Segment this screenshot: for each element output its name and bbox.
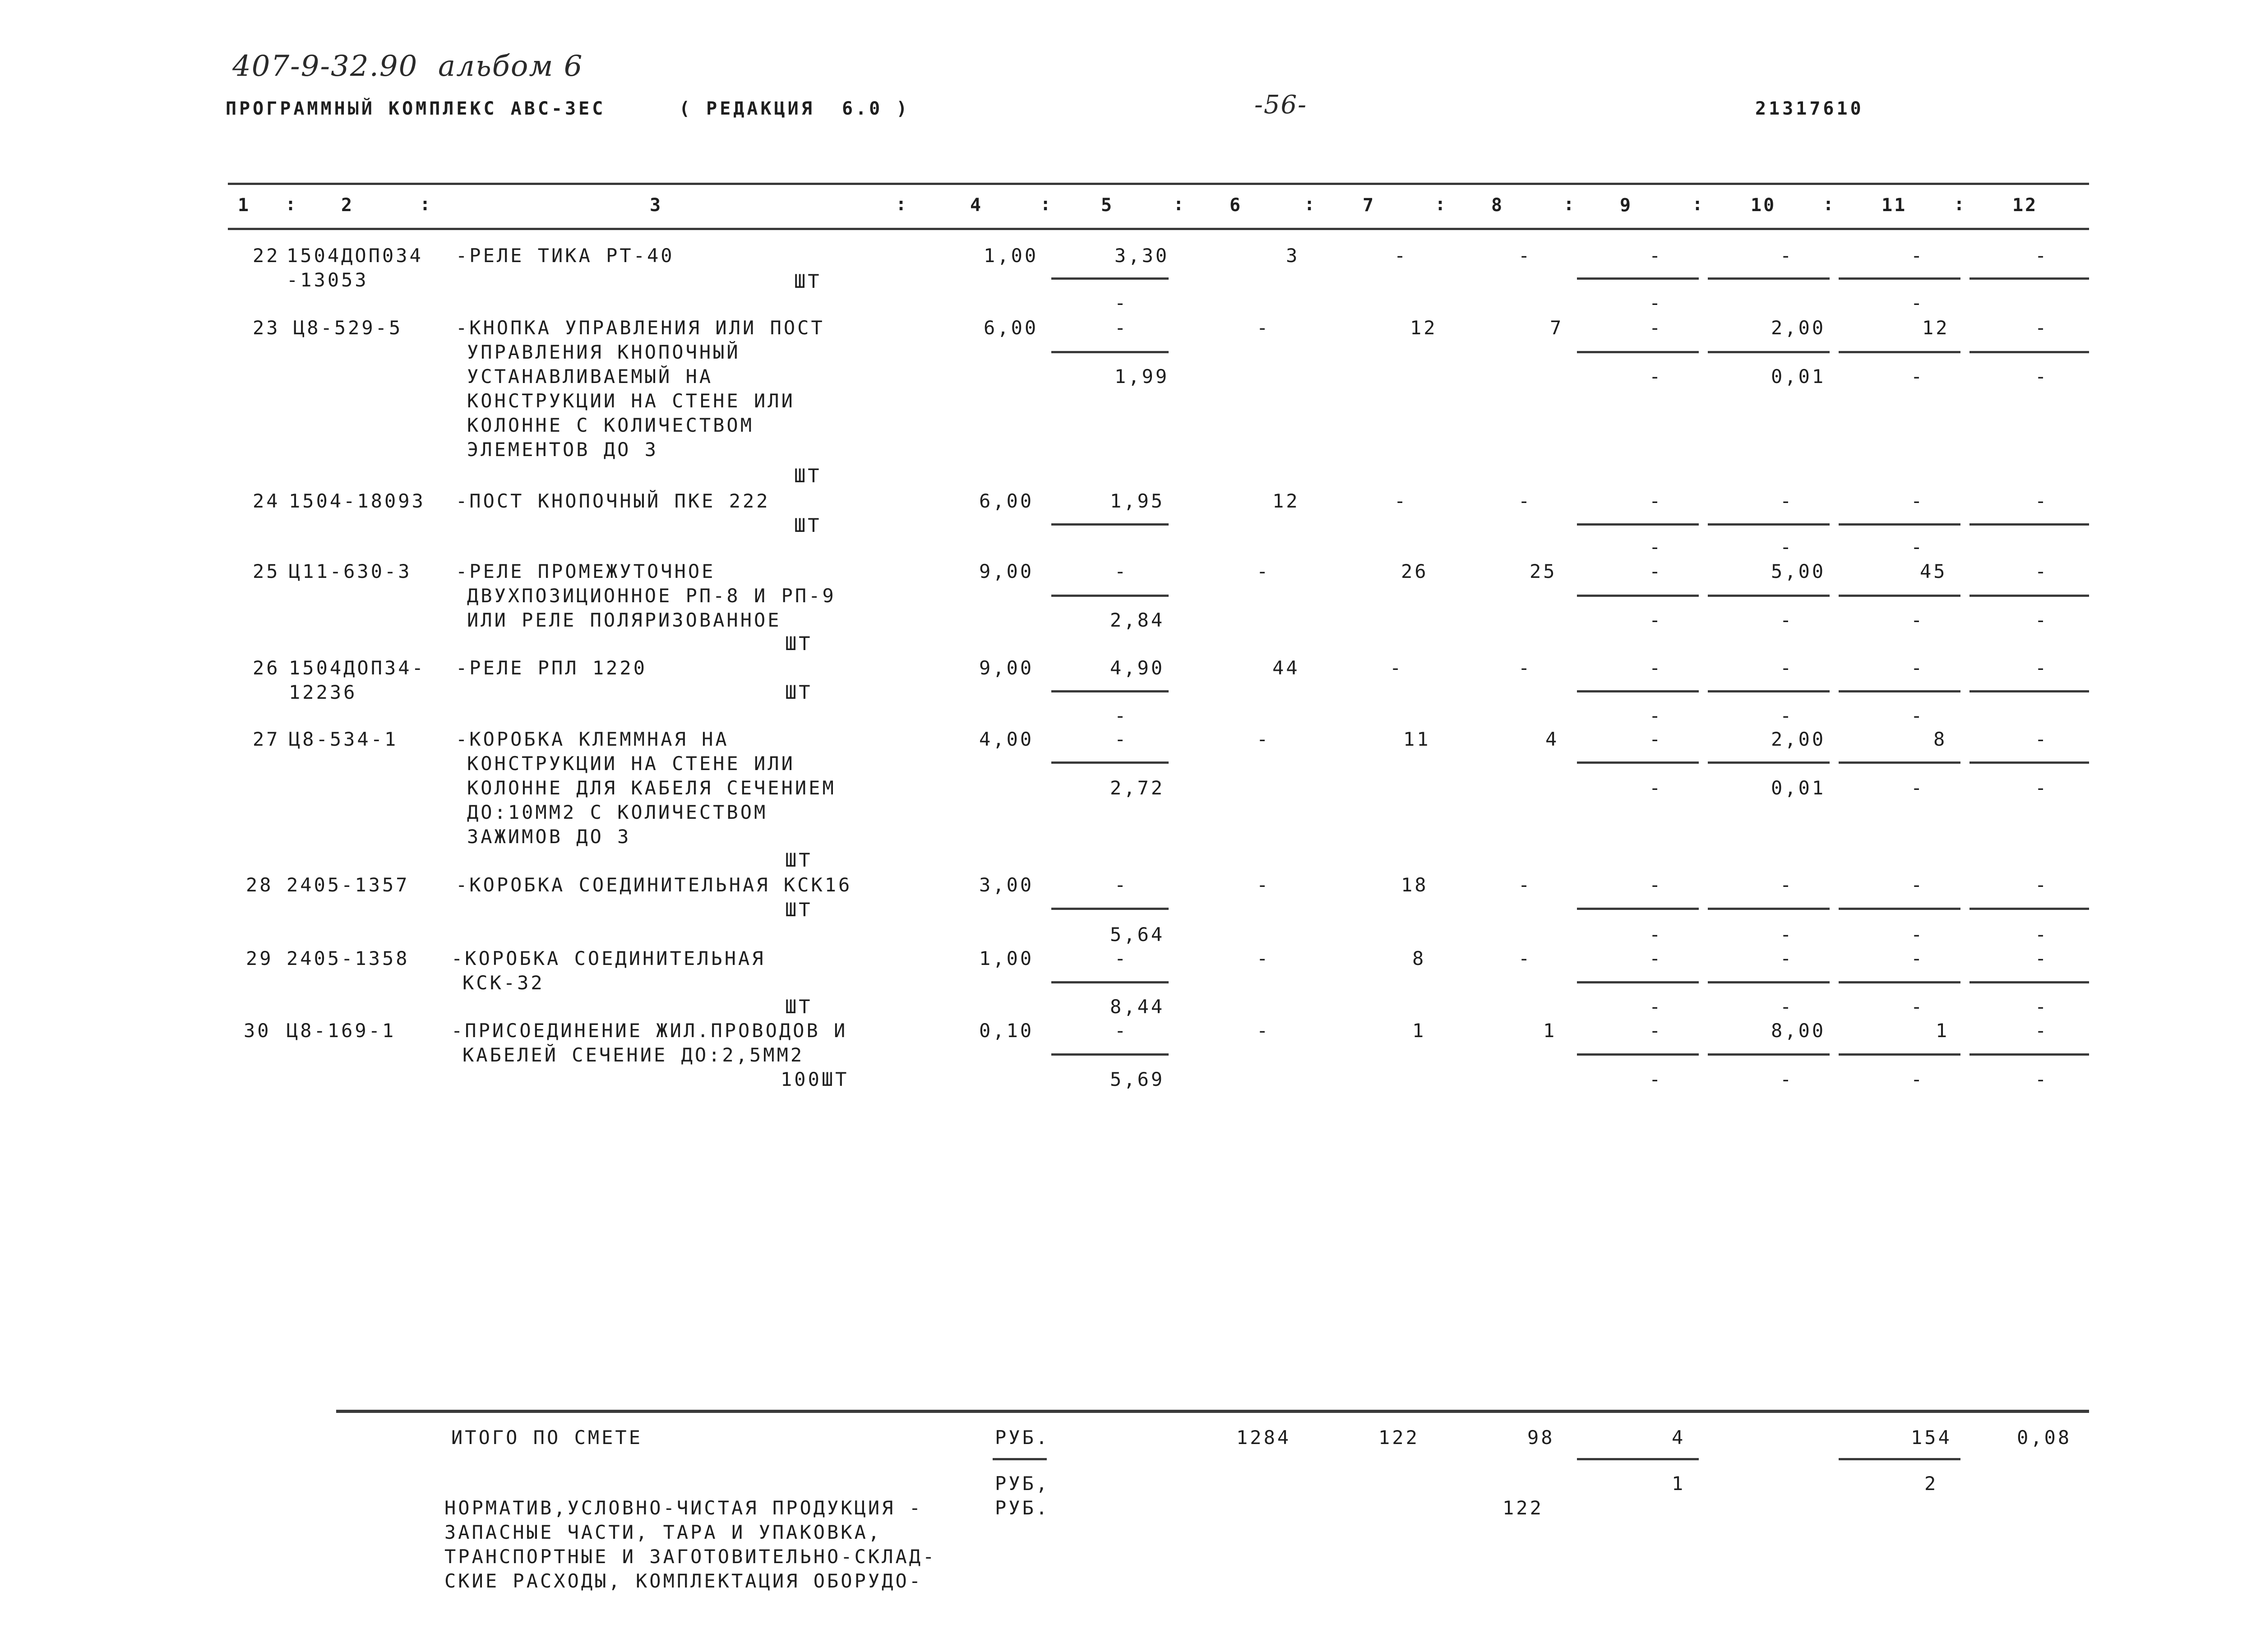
cell-underline: [1708, 523, 1830, 526]
item-description: КСК-32: [462, 972, 545, 994]
cell-col-11: -: [1911, 996, 1925, 1018]
item-description: -ПОСТ КНОПОЧНЫЙ ПКЕ 222: [456, 490, 770, 512]
cell-col-5: 8,44: [1110, 996, 1165, 1018]
cell-col-7: -: [1390, 657, 1404, 679]
cell-underline: [1969, 277, 2089, 280]
cell-col-5: -: [1114, 874, 1128, 896]
cell-underline: [1708, 761, 1830, 764]
cell-col-9: -: [1649, 245, 1663, 267]
cell-col-9: -: [1649, 874, 1663, 896]
cell-underline: [1969, 351, 2089, 353]
cell-col-5: 2,84: [1110, 609, 1165, 631]
cell-col-10: 0,01: [1771, 777, 1826, 799]
cell-underline: [1969, 690, 2089, 692]
item-unit: ШТ: [785, 681, 813, 703]
cell-col-7: 8: [1412, 947, 1426, 969]
cell-quantity: 6,00: [979, 490, 1034, 512]
cell-col-11: -: [1911, 292, 1925, 314]
cell-col-6: 44: [1272, 657, 1300, 679]
cell-col-8: -: [1518, 657, 1532, 679]
cell-col-10: 2,00: [1771, 317, 1826, 339]
col-header-7: 7: [1363, 195, 1376, 216]
totals-unit: РУБ,: [995, 1472, 1050, 1495]
cell-col-11: -: [1911, 490, 1925, 512]
cell-col-5: 2,72: [1110, 777, 1165, 799]
cell-col-12: -: [2035, 365, 2049, 388]
header-separator: :: [285, 194, 296, 215]
cell-col-9: -: [1649, 996, 1663, 1018]
cell-col-12: -: [2035, 1068, 2049, 1090]
cell-underline: [1051, 277, 1169, 280]
header-separator: :: [1040, 194, 1051, 215]
cell-underline: [1577, 1053, 1699, 1056]
header-separator: :: [1954, 194, 1965, 215]
cell-col-10: -: [1780, 490, 1794, 512]
col-header-8: 8: [1491, 195, 1504, 216]
cell-underline: [1839, 1053, 1960, 1056]
item-description: ДВУХПОЗИЦИОННОЕ РП-8 И РП-9: [467, 585, 836, 607]
totals-col-9: 1: [1672, 1472, 1686, 1495]
cell-col-12: -: [2035, 560, 2049, 582]
item-description: УСТАНАВЛИВАЕМЫЙ НА: [467, 365, 713, 388]
cell-underline: [1708, 351, 1830, 353]
cell-col-11: -: [1911, 609, 1925, 631]
cell-underline: [1051, 1053, 1169, 1056]
item-unit: ШТ: [794, 514, 822, 536]
totals-col-7: 122: [1378, 1426, 1419, 1449]
cell-col-9: -: [1649, 317, 1663, 339]
item-code: 2405-1358: [287, 947, 410, 969]
item-unit: ШТ: [785, 996, 813, 1018]
cell-quantity: 9,00: [979, 560, 1034, 582]
item-code: Ц11-630-3: [289, 560, 412, 582]
cell-col-5: 3,30: [1114, 245, 1170, 267]
cell-col-10: -: [1780, 1068, 1794, 1090]
cell-underline: [1708, 595, 1830, 597]
cell-col-9: -: [1649, 923, 1663, 946]
totals-col-9: 4: [1672, 1426, 1686, 1449]
cell-quantity: 1,00: [979, 947, 1034, 969]
row-number: 22: [253, 245, 280, 267]
item-description: -ПРИСОЕДИНЕНИЕ ЖИЛ.ПРОВОДОВ И: [451, 1020, 848, 1042]
cell-col-11: -: [1911, 1068, 1925, 1090]
header-separator: :: [1173, 194, 1184, 215]
cell-underline: [1577, 523, 1699, 526]
item-description: -РЕЛЕ ПРОМЕЖУТОЧНОЕ: [456, 560, 716, 582]
cell-underline: [1839, 1458, 1960, 1460]
cell-underline: [1708, 908, 1830, 910]
item-unit: ШТ: [785, 849, 813, 871]
cell-col-9: -: [1649, 657, 1663, 679]
cell-col-8: 25: [1530, 560, 1557, 582]
cell-col-12: -: [2035, 245, 2049, 267]
cell-col-8: -: [1518, 947, 1532, 969]
cell-col-10: -: [1780, 245, 1794, 267]
item-unit: ШТ: [785, 632, 813, 655]
cell-col-9: -: [1649, 609, 1663, 631]
item-code: 1504ДОП34-: [289, 657, 425, 679]
row-number: 24: [253, 490, 280, 512]
row-number: 25: [253, 560, 280, 582]
table-header-rule: [228, 228, 2089, 230]
item-description: -КОРОБКА КЛЕММНАЯ НА: [456, 728, 729, 750]
cell-underline: [1839, 908, 1960, 910]
item-description: -КОРОБКА СОЕДИНИТЕЛЬНАЯ КСК16: [456, 874, 852, 896]
header-separator: :: [420, 194, 431, 215]
cell-col-12: -: [2035, 947, 2049, 969]
cell-col-9: -: [1649, 365, 1663, 388]
cell-col-9: -: [1649, 705, 1663, 727]
edition-label: ( РЕДАКЦИЯ 6.0 ): [679, 98, 910, 119]
item-description: ИЛИ РЕЛЕ ПОЛЯРИЗОВАННОЕ: [467, 609, 781, 631]
cell-underline: [1051, 761, 1169, 764]
cell-quantity: 6,00: [984, 317, 1039, 339]
cell-col-5: -: [1114, 560, 1128, 582]
item-code: Ц8-169-1: [287, 1020, 396, 1042]
cell-col-10: -: [1780, 947, 1794, 969]
col-header-9: 9: [1620, 195, 1633, 216]
item-code: 1504ДОП034: [287, 245, 423, 267]
row-number: 29: [246, 947, 273, 969]
cell-col-12: -: [2035, 996, 2049, 1018]
col-header-2: 2: [341, 195, 354, 216]
cell-col-10: -: [1780, 705, 1794, 727]
cell-col-11: -: [1911, 777, 1925, 799]
cell-underline: [1839, 523, 1960, 526]
cell-underline: [1708, 277, 1830, 280]
cell-underline: [1969, 761, 2089, 764]
totals-col-8: 122: [1502, 1497, 1544, 1519]
cell-col-7: 18: [1401, 874, 1428, 896]
norm-line: ТРАНСПОРТНЫЕ И ЗАГОТОВИТЕЛЬНО-СКЛАД-: [444, 1546, 937, 1568]
totals-rule: [336, 1410, 2089, 1413]
cell-col-5: 1,95: [1110, 490, 1165, 512]
cell-underline: [1577, 351, 1699, 353]
row-number: 26: [253, 657, 280, 679]
totals-unit: РУБ.: [995, 1426, 1050, 1449]
cell-col-5: -: [1114, 728, 1128, 750]
cell-col-5: -: [1114, 705, 1128, 727]
cell-underline: [1577, 761, 1699, 764]
cell-col-8: 1: [1543, 1020, 1557, 1042]
cell-underline: [1969, 908, 2089, 910]
cell-col-12: -: [2035, 777, 2049, 799]
cell-col-11: -: [1911, 923, 1925, 946]
col-header-5: 5: [1101, 195, 1114, 216]
header-separator: :: [1304, 194, 1315, 215]
cell-col-6: -: [1257, 560, 1271, 582]
cell-underline: [1051, 690, 1169, 692]
cell-underline: [1839, 595, 1960, 597]
cell-col-6: -: [1257, 1020, 1271, 1042]
cell-col-6: -: [1257, 728, 1271, 750]
cell-col-12: -: [2035, 317, 2049, 339]
cell-col-10: 5,00: [1771, 560, 1826, 582]
cell-col-10: 0,01: [1771, 365, 1826, 388]
totals-col-12: 0,08: [2017, 1426, 2072, 1449]
item-description: УПРАВЛЕНИЯ КНОПОЧНЫЙ: [467, 341, 740, 363]
cell-col-7: -: [1394, 490, 1408, 512]
norm-line: СКИЕ РАСХОДЫ, КОМПЛЕКТАЦИЯ ОБОРУДО-: [444, 1570, 923, 1592]
cell-col-9: -: [1649, 1068, 1663, 1090]
cell-underline: [1051, 908, 1169, 910]
cell-underline: [1708, 1053, 1830, 1056]
cell-col-11: -: [1911, 365, 1925, 388]
col-header-4: 4: [970, 195, 983, 216]
cell-col-8: -: [1518, 490, 1532, 512]
totals-col-11: 2: [1924, 1472, 1938, 1495]
cell-underline: [1051, 351, 1169, 353]
cell-col-9: -: [1649, 1020, 1663, 1042]
cell-col-5: -: [1114, 292, 1128, 314]
item-unit: ШТ: [785, 899, 813, 921]
cell-underline: [1577, 277, 1699, 280]
cell-col-10: -: [1780, 996, 1794, 1018]
cell-col-9: -: [1649, 536, 1663, 558]
cell-col-8: 4: [1545, 728, 1559, 750]
cell-quantity: 3,00: [979, 874, 1034, 896]
totals-unit: РУБ.: [995, 1497, 1050, 1519]
cell-col-10: -: [1780, 657, 1794, 679]
item-unit: ШТ: [794, 465, 822, 487]
col-header-1: 1: [238, 195, 251, 216]
item-code: 1504-18093: [289, 490, 425, 512]
cell-col-5: 5,64: [1110, 923, 1165, 946]
col-header-10: 10: [1751, 195, 1776, 216]
totals-col-8: 98: [1527, 1426, 1555, 1449]
item-code: 2405-1357: [287, 874, 410, 896]
item-unit: ШТ: [794, 270, 822, 292]
item-description: КОНСТРУКЦИИ НА СТЕНЕ ИЛИ: [467, 390, 795, 412]
table-top-rule: [228, 183, 2089, 185]
cell-col-9: -: [1649, 777, 1663, 799]
row-number: 23: [253, 317, 280, 339]
col-header-11: 11: [1882, 195, 1907, 216]
item-description: -РЕЛЕ ТИКА РТ-40: [456, 245, 675, 267]
program-title: ПРОГРАММНЫЙ КОМПЛЕКС АВС-3ЕС: [226, 98, 606, 119]
cell-col-10: -: [1780, 874, 1794, 896]
cell-col-11: -: [1911, 536, 1925, 558]
cell-col-10: 8,00: [1771, 1020, 1826, 1042]
cell-col-9: -: [1649, 728, 1663, 750]
cell-col-11: -: [1911, 657, 1925, 679]
cell-col-9: -: [1649, 292, 1663, 314]
norm-line: НОРМАТИВ,УСЛОВНО-ЧИСТАЯ ПРОДУКЦИЯ -: [444, 1497, 923, 1519]
cell-col-5: 1,99: [1114, 365, 1170, 388]
cell-col-12: -: [2035, 923, 2049, 946]
header-separator: :: [1435, 194, 1446, 215]
item-unit: 100ШТ: [781, 1068, 849, 1090]
cell-underline: [1577, 595, 1699, 597]
document-code: 21317610: [1755, 98, 1864, 119]
item-code: -13053: [287, 269, 369, 291]
cell-underline: [1051, 981, 1169, 983]
cell-quantity: 0,10: [979, 1020, 1034, 1042]
cell-underline: [1839, 690, 1960, 692]
cell-col-6: -: [1257, 874, 1271, 896]
cell-underline: [1969, 1053, 2089, 1056]
cell-underline: [1839, 981, 1960, 983]
item-description: КОЛОННЕ ДЛЯ КАБЕЛЯ СЕЧЕНИЕМ: [467, 777, 836, 799]
item-description: КАБЕЛЕЙ СЕЧЕНИЕ ДО:2,5ММ2: [462, 1044, 804, 1066]
item-code: Ц8-534-1: [289, 728, 398, 750]
cell-col-8: 7: [1550, 317, 1564, 339]
cell-col-12: -: [2035, 1020, 2049, 1042]
cell-underline: [1969, 981, 2089, 983]
cell-underline: [1839, 761, 1960, 764]
cell-underline: [1708, 690, 1830, 692]
cell-col-11: -: [1911, 947, 1925, 969]
header-separator: :: [1823, 194, 1834, 215]
page-number: -56-: [1254, 90, 1308, 120]
item-description: -КОРОБКА СОЕДИНИТЕЛЬНАЯ: [451, 947, 766, 969]
cell-underline: [1708, 981, 1830, 983]
cell-quantity: 4,00: [979, 728, 1034, 750]
cell-col-6: -: [1257, 947, 1271, 969]
cell-col-10: -: [1780, 536, 1794, 558]
cell-underline: [1969, 523, 2089, 526]
norm-line: ЗАПАСНЫЕ ЧАСТИ, ТАРА И УПАКОВКА,: [444, 1521, 882, 1543]
cell-underline: [1051, 523, 1169, 526]
header-separator: :: [1692, 194, 1703, 215]
col-header-3: 3: [650, 195, 663, 216]
cell-col-10: 2,00: [1771, 728, 1826, 750]
cell-col-7: 11: [1403, 728, 1431, 750]
item-description: ЗАЖИМОВ ДО 3: [467, 826, 631, 848]
cell-col-6: -: [1257, 317, 1271, 339]
item-description: КОНСТРУКЦИИ НА СТЕНЕ ИЛИ: [467, 752, 795, 775]
cell-quantity: 1,00: [984, 245, 1039, 267]
totals-col-11: 154: [1911, 1426, 1952, 1449]
cell-underline: [1969, 595, 2089, 597]
col-header-12: 12: [2012, 195, 2038, 216]
cell-col-8: -: [1518, 245, 1532, 267]
cell-quantity: 9,00: [979, 657, 1034, 679]
item-code: Ц8-529-5: [293, 317, 403, 339]
cell-col-10: -: [1780, 609, 1794, 631]
cell-col-5: -: [1114, 1020, 1128, 1042]
cell-col-7: 1: [1412, 1020, 1426, 1042]
cell-underline: [1051, 595, 1169, 597]
header-separator: :: [896, 194, 907, 215]
cell-col-11: 45: [1920, 560, 1947, 582]
row-number: 27: [253, 728, 280, 750]
cell-col-11: -: [1911, 245, 1925, 267]
cell-col-6: 3: [1286, 245, 1300, 267]
cell-col-8: -: [1518, 874, 1532, 896]
cell-col-5: -: [1114, 317, 1128, 339]
cell-underline: [1577, 690, 1699, 692]
cell-col-11: 12: [1922, 317, 1950, 339]
item-code: 12236: [289, 681, 357, 703]
cell-col-12: -: [2035, 657, 2049, 679]
cell-col-6: 12: [1272, 490, 1300, 512]
totals-label: ИТОГО ПО СМЕТЕ: [451, 1426, 643, 1449]
cell-col-5: 4,90: [1110, 657, 1165, 679]
cell-col-5: -: [1114, 947, 1128, 969]
cell-underline: [1839, 277, 1960, 280]
item-description: КОЛОННЕ С КОЛИЧЕСТВОМ: [467, 414, 754, 436]
cell-col-12: -: [2035, 490, 2049, 512]
item-description: ЭЛЕМЕНТОВ ДО 3: [467, 438, 659, 461]
header-separator: :: [1563, 194, 1575, 215]
item-description: -КНОПКА УПРАВЛЕНИЯ ИЛИ ПОСТ: [456, 317, 825, 339]
cell-underline: [1577, 1458, 1699, 1460]
cell-col-7: -: [1394, 245, 1408, 267]
cell-col-7: 12: [1410, 317, 1438, 339]
cell-col-11: 1: [1936, 1020, 1950, 1042]
handwritten-album-note: 407-9-32.90 альбом 6: [232, 50, 583, 83]
row-number: 30: [244, 1020, 271, 1042]
cell-col-9: -: [1649, 560, 1663, 582]
cell-col-9: -: [1649, 947, 1663, 969]
row-number: 28: [246, 874, 273, 896]
cell-col-11: 8: [1933, 728, 1947, 750]
cell-underline: [993, 1458, 1047, 1460]
cell-underline: [1839, 351, 1960, 353]
cell-col-12: -: [2035, 728, 2049, 750]
cell-col-10: -: [1780, 923, 1794, 946]
cell-col-11: -: [1911, 705, 1925, 727]
cell-col-12: -: [2035, 874, 2049, 896]
cell-col-9: -: [1649, 490, 1663, 512]
totals-col-6: 1284: [1236, 1426, 1291, 1449]
cell-col-7: 26: [1401, 560, 1428, 582]
cell-col-11: -: [1911, 874, 1925, 896]
item-description: -РЕЛЕ РПЛ 1220: [456, 657, 647, 679]
cell-col-12: -: [2035, 609, 2049, 631]
cell-underline: [1577, 908, 1699, 910]
col-header-6: 6: [1230, 195, 1243, 216]
cell-underline: [1577, 981, 1699, 983]
cell-col-5: 5,69: [1110, 1068, 1165, 1090]
item-description: ДО:10ММ2 С КОЛИЧЕСТВОМ: [467, 801, 768, 823]
